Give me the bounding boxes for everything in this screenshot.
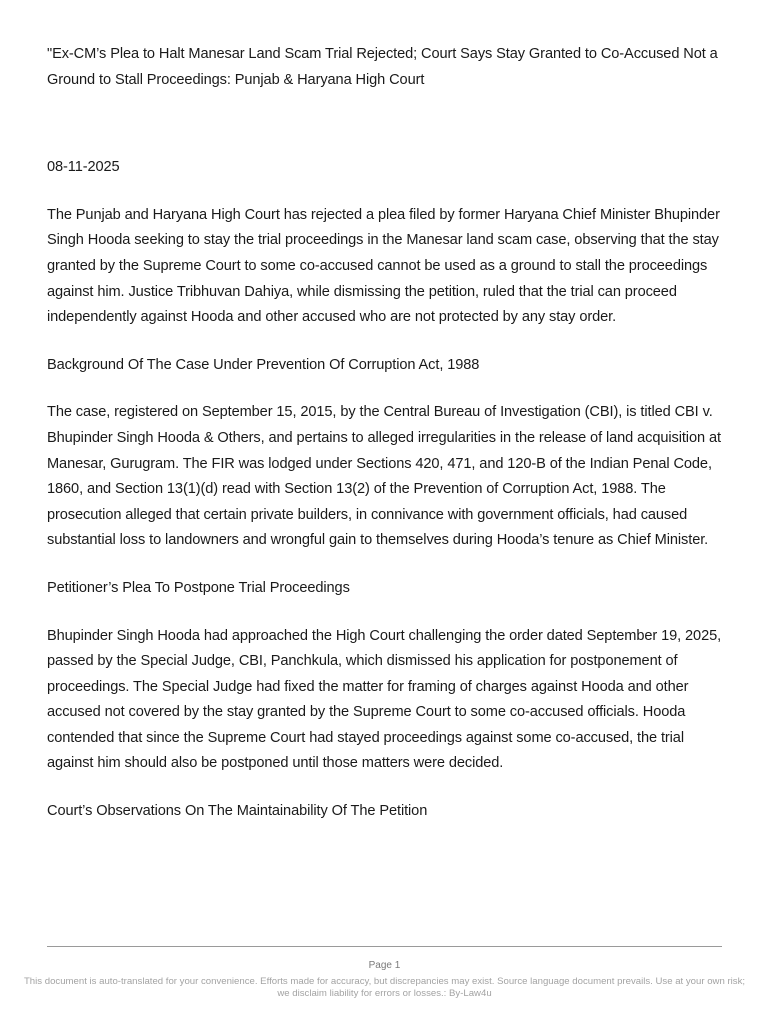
background-paragraph: The case, registered on September 15, 2015, by the Central Bureau of Investigation (CBI), is titled CBI v. Bhupinder Singh Hooda & Others, and pertains to alleged irregularities in the release of land acquisition at Manesar, Gurugram. The FIR was lodged under Sections 420, 471, and 120-B of the Indian Penal Code, 1860, and Section 13(1)(d) read with Section 13(2) of the Prevention of Corruption Act, 1988. The prosecution alleged that certain private builders, in connivance with government officials, had caused substantial loss to landowners and wrongful gain to themselves during Hooda’s tenure as Chief Minister. [47,404,721,549]
translation-disclaimer: This document is auto-translated for your convenience. Efforts made for accuracy, but discrepancies may exist. Source language document prevails. Use at your own risk; we disclaim liability for errors or losses.: By-Law4u [23,976,746,999]
section-heading-court-observations: Court’s Observations On The Maintainability Of The Petition [47,803,428,820]
page-number: Page 1 [368,960,401,971]
section-heading-background: Background Of The Case Under Prevention Of Corruption Act, 1988 [47,356,480,373]
article-title: "Ex-CM’s Plea to Halt Manesar Land Scam Trial Rejected; Court Says Stay Granted to Co-Accused Not a Ground to Stall Proceedings: Punjab & Haryana High Court [47,46,718,88]
article-body [47,42,727,847]
page-footer [23,946,746,1000]
article-date: 08-11-2025 [47,159,120,176]
intro-paragraph: The Punjab and Haryana High Court has rejected a plea filed by former Haryana Chief Minister Bhupinder Singh Hooda seeking to stay the trial proceedings in the Manesar land scam case, observing that the stay granted by the Supreme Court to some co-accused cannot be used as a ground to stall the proceedings against him. Justice Tribhuvan Dahiya, while dismissing the petition, ruled that the trial can proceed independently against Hooda and other accused who are not protected by any stay order. [47,206,720,326]
section-heading-petitioner-plea: Petitioner’s Plea To Postpone Trial Proceedings [47,579,350,596]
petitioner-plea-paragraph: Bhupinder Singh Hooda had approached the High Court challenging the order dated September 19, 2025, passed by the Special Judge, CBI, Panchkula, which dismissed his application for postponement of proceedings. The Special Judge had fixed the matter for framing of charges against Hooda and other accused not covered by the stay granted by the Supreme Court to some co-accused officials. Hooda contended that since the Supreme Court had stayed proceedings against some co-accused, the trial against him should also be postponed until those matters were decided. [47,627,722,772]
